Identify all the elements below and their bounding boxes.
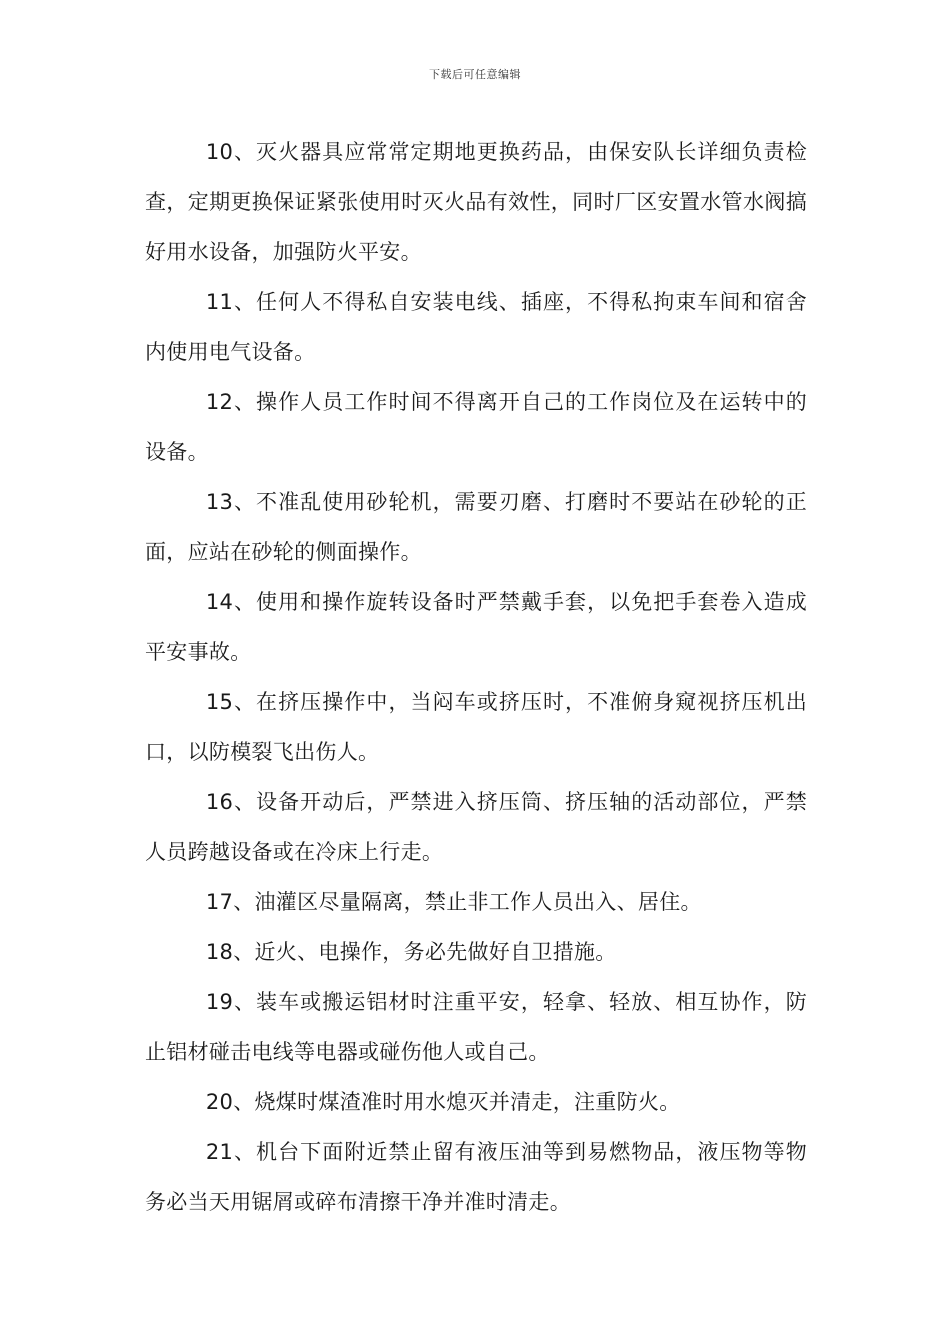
rule-paragraph-16: 16、设备开动后，严禁进入挤压筒、挤压轴的活动部位，严禁人员跨越设备或在冷床上行走。 (145, 790, 807, 864)
rule-paragraph-12: 12、操作人员工作时间不得离开自己的工作岗位及在运转中的设备。 (145, 390, 807, 464)
rule-paragraph-20: 20、烧煤时煤渣准时用水熄灭并清走，注重防火。 (205, 1090, 681, 1114)
document-body (145, 127, 807, 1227)
rule-paragraph-15: 15、在挤压操作中，当闷车或挤压时，不准俯身窥视挤压机出口，以防模裂飞出伤人。 (145, 690, 807, 764)
rule-paragraph-14: 14、使用和操作旋转设备时严禁戴手套，以免把手套卷入造成平安事故。 (145, 590, 807, 664)
rule-paragraph-11: 11、任何人不得私自安装电线、插座，不得私拘束车间和宿舍内使用电气设备。 (145, 290, 807, 364)
rule-paragraph-10: 10、灭火器具应常常定期地更换药品，由保安队长详细负责检查，定期更换保证紧张使用时灭火品有效性，同时厂区安置水管水阀搞好用水设备，加强防火平安。 (145, 140, 807, 264)
rule-paragraph-17: 17、油灌区尽量隔离，禁止非工作人员出入、居住。 (205, 890, 702, 914)
rule-paragraph-19: 19、装车或搬运铝材时注重平安，轻拿、轻放、相互协作，防止铝材碰击电线等电器或碰伤他人或自己。 (145, 990, 807, 1064)
rule-paragraph-13: 13、不准乱使用砂轮机，需要刃磨、打磨时不要站在砂轮的正面，应站在砂轮的侧面操作。 (145, 490, 807, 564)
header-note: 下载后可任意编辑 (429, 68, 521, 81)
rule-paragraph-21: 21、机台下面附近禁止留有液压油等到易燃物品，液压物等物务必当天用锯屑或碎布清擦干净并准时清走。 (145, 1140, 807, 1214)
rule-paragraph-18: 18、近火、电操作，务必先做好自卫措施。 (205, 940, 617, 964)
